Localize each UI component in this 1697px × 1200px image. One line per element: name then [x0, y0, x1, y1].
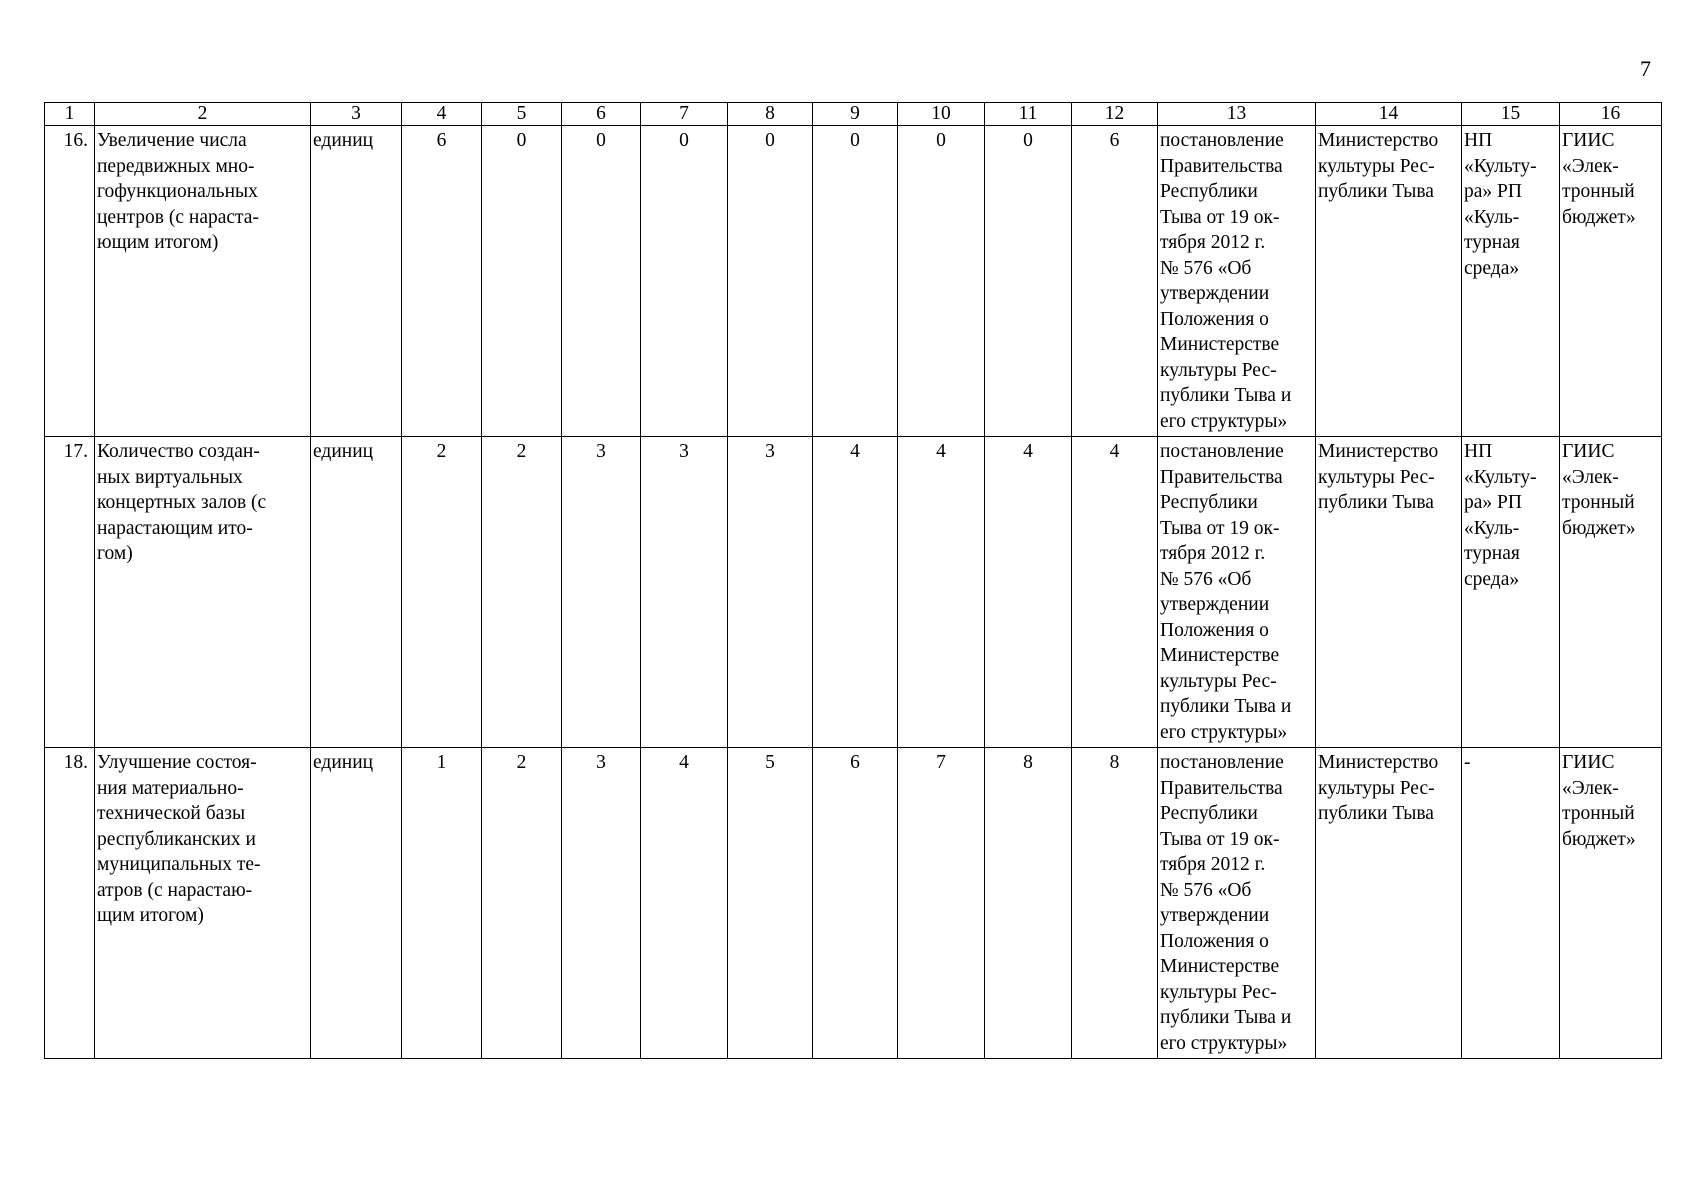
column-number: 11 [985, 103, 1072, 126]
column-number: 10 [898, 103, 985, 126]
legal-basis: постановление Правительства Республики Тыва от 19 ок- тября 2012 г. № 576 «Об утверждении Положения о Министерстве культуры Рес- публики Тыва и его структуры» [1158, 126, 1316, 437]
value-cell: 4 [1072, 437, 1158, 748]
column-number: 9 [813, 103, 898, 126]
value-cell: 0 [562, 126, 641, 437]
value-cell: 3 [562, 437, 641, 748]
indicator-name: Количество создан- ных виртуальных концертных залов (с нарастающим ито- гом) [95, 437, 311, 748]
value-cell: 3 [641, 437, 728, 748]
page-number: 7 [1640, 56, 1651, 81]
row-number: 18. [45, 748, 95, 1059]
value-cell: 4 [898, 437, 985, 748]
column-number: 6 [562, 103, 641, 126]
national-project: - [1462, 748, 1560, 1059]
value-cell: 5 [728, 748, 813, 1059]
unit: единиц [311, 748, 402, 1059]
value-cell: 2 [482, 437, 562, 748]
column-number: 16 [1560, 103, 1662, 126]
value-cell: 6 [813, 748, 898, 1059]
column-number: 8 [728, 103, 813, 126]
value-cell: 0 [728, 126, 813, 437]
value-cell: 8 [985, 748, 1072, 1059]
column-number: 2 [95, 103, 311, 126]
column-number: 3 [311, 103, 402, 126]
value-cell: 0 [482, 126, 562, 437]
value-cell: 0 [641, 126, 728, 437]
value-cell: 3 [728, 437, 813, 748]
row-number: 17. [45, 437, 95, 748]
value-cell: 6 [1072, 126, 1158, 437]
column-number: 1 [45, 103, 95, 126]
column-number: 12 [1072, 103, 1158, 126]
table-row [45, 126, 1662, 437]
unit: единиц [311, 437, 402, 748]
value-cell: 1 [402, 748, 482, 1059]
value-cell: 2 [402, 437, 482, 748]
column-number: 7 [641, 103, 728, 126]
column-number: 13 [1158, 103, 1316, 126]
information-system: ГИИС «Элек- тронный бюджет» [1560, 126, 1662, 437]
unit: единиц [311, 126, 402, 437]
value-cell: 2 [482, 748, 562, 1059]
value-cell: 4 [813, 437, 898, 748]
information-system: ГИИС «Элек- тронный бюджет» [1560, 437, 1662, 748]
responsible-body: Министерство культуры Рес- публики Тыва [1316, 126, 1462, 437]
responsible-body: Министерство культуры Рес- публики Тыва [1316, 437, 1462, 748]
legal-basis: постановление Правительства Республики Тыва от 19 ок- тября 2012 г. № 576 «Об утверждении Положения о Министерстве культуры Рес- публики Тыва и его структуры» [1158, 748, 1316, 1059]
column-number-row [45, 103, 1662, 126]
value-cell: 3 [562, 748, 641, 1059]
value-cell: 0 [898, 126, 985, 437]
legal-basis: постановление Правительства Республики Тыва от 19 ок- тября 2012 г. № 576 «Об утверждении Положения о Министерстве культуры Рес- публики Тыва и его структуры» [1158, 437, 1316, 748]
column-number: 5 [482, 103, 562, 126]
indicator-name: Улучшение состоя- ния материально- технической базы республиканских и муниципальных те- атров (с нарастаю- щим итогом) [95, 748, 311, 1059]
table-row [45, 437, 1662, 748]
information-system: ГИИС «Элек- тронный бюджет» [1560, 748, 1662, 1059]
value-cell: 6 [402, 126, 482, 437]
value-cell: 8 [1072, 748, 1158, 1059]
column-number: 4 [402, 103, 482, 126]
row-number: 16. [45, 126, 95, 437]
column-number: 15 [1462, 103, 1560, 126]
value-cell: 0 [813, 126, 898, 437]
responsible-body: Министерство культуры Рес- публики Тыва [1316, 748, 1462, 1059]
table-row [45, 748, 1662, 1059]
column-number: 14 [1316, 103, 1462, 126]
value-cell: 0 [985, 126, 1072, 437]
value-cell: 7 [898, 748, 985, 1059]
national-project: НП «Культу- ра» РП «Куль- турная среда» [1462, 126, 1560, 437]
indicators-table-container [44, 102, 1662, 1059]
indicators-table [44, 102, 1662, 1059]
value-cell: 4 [641, 748, 728, 1059]
indicator-name: Увеличение числа передвижных мно- гофункциональных центров (с нараста- ющим итогом) [95, 126, 311, 437]
value-cell: 4 [985, 437, 1072, 748]
national-project: НП «Культу- ра» РП «Куль- турная среда» [1462, 437, 1560, 748]
